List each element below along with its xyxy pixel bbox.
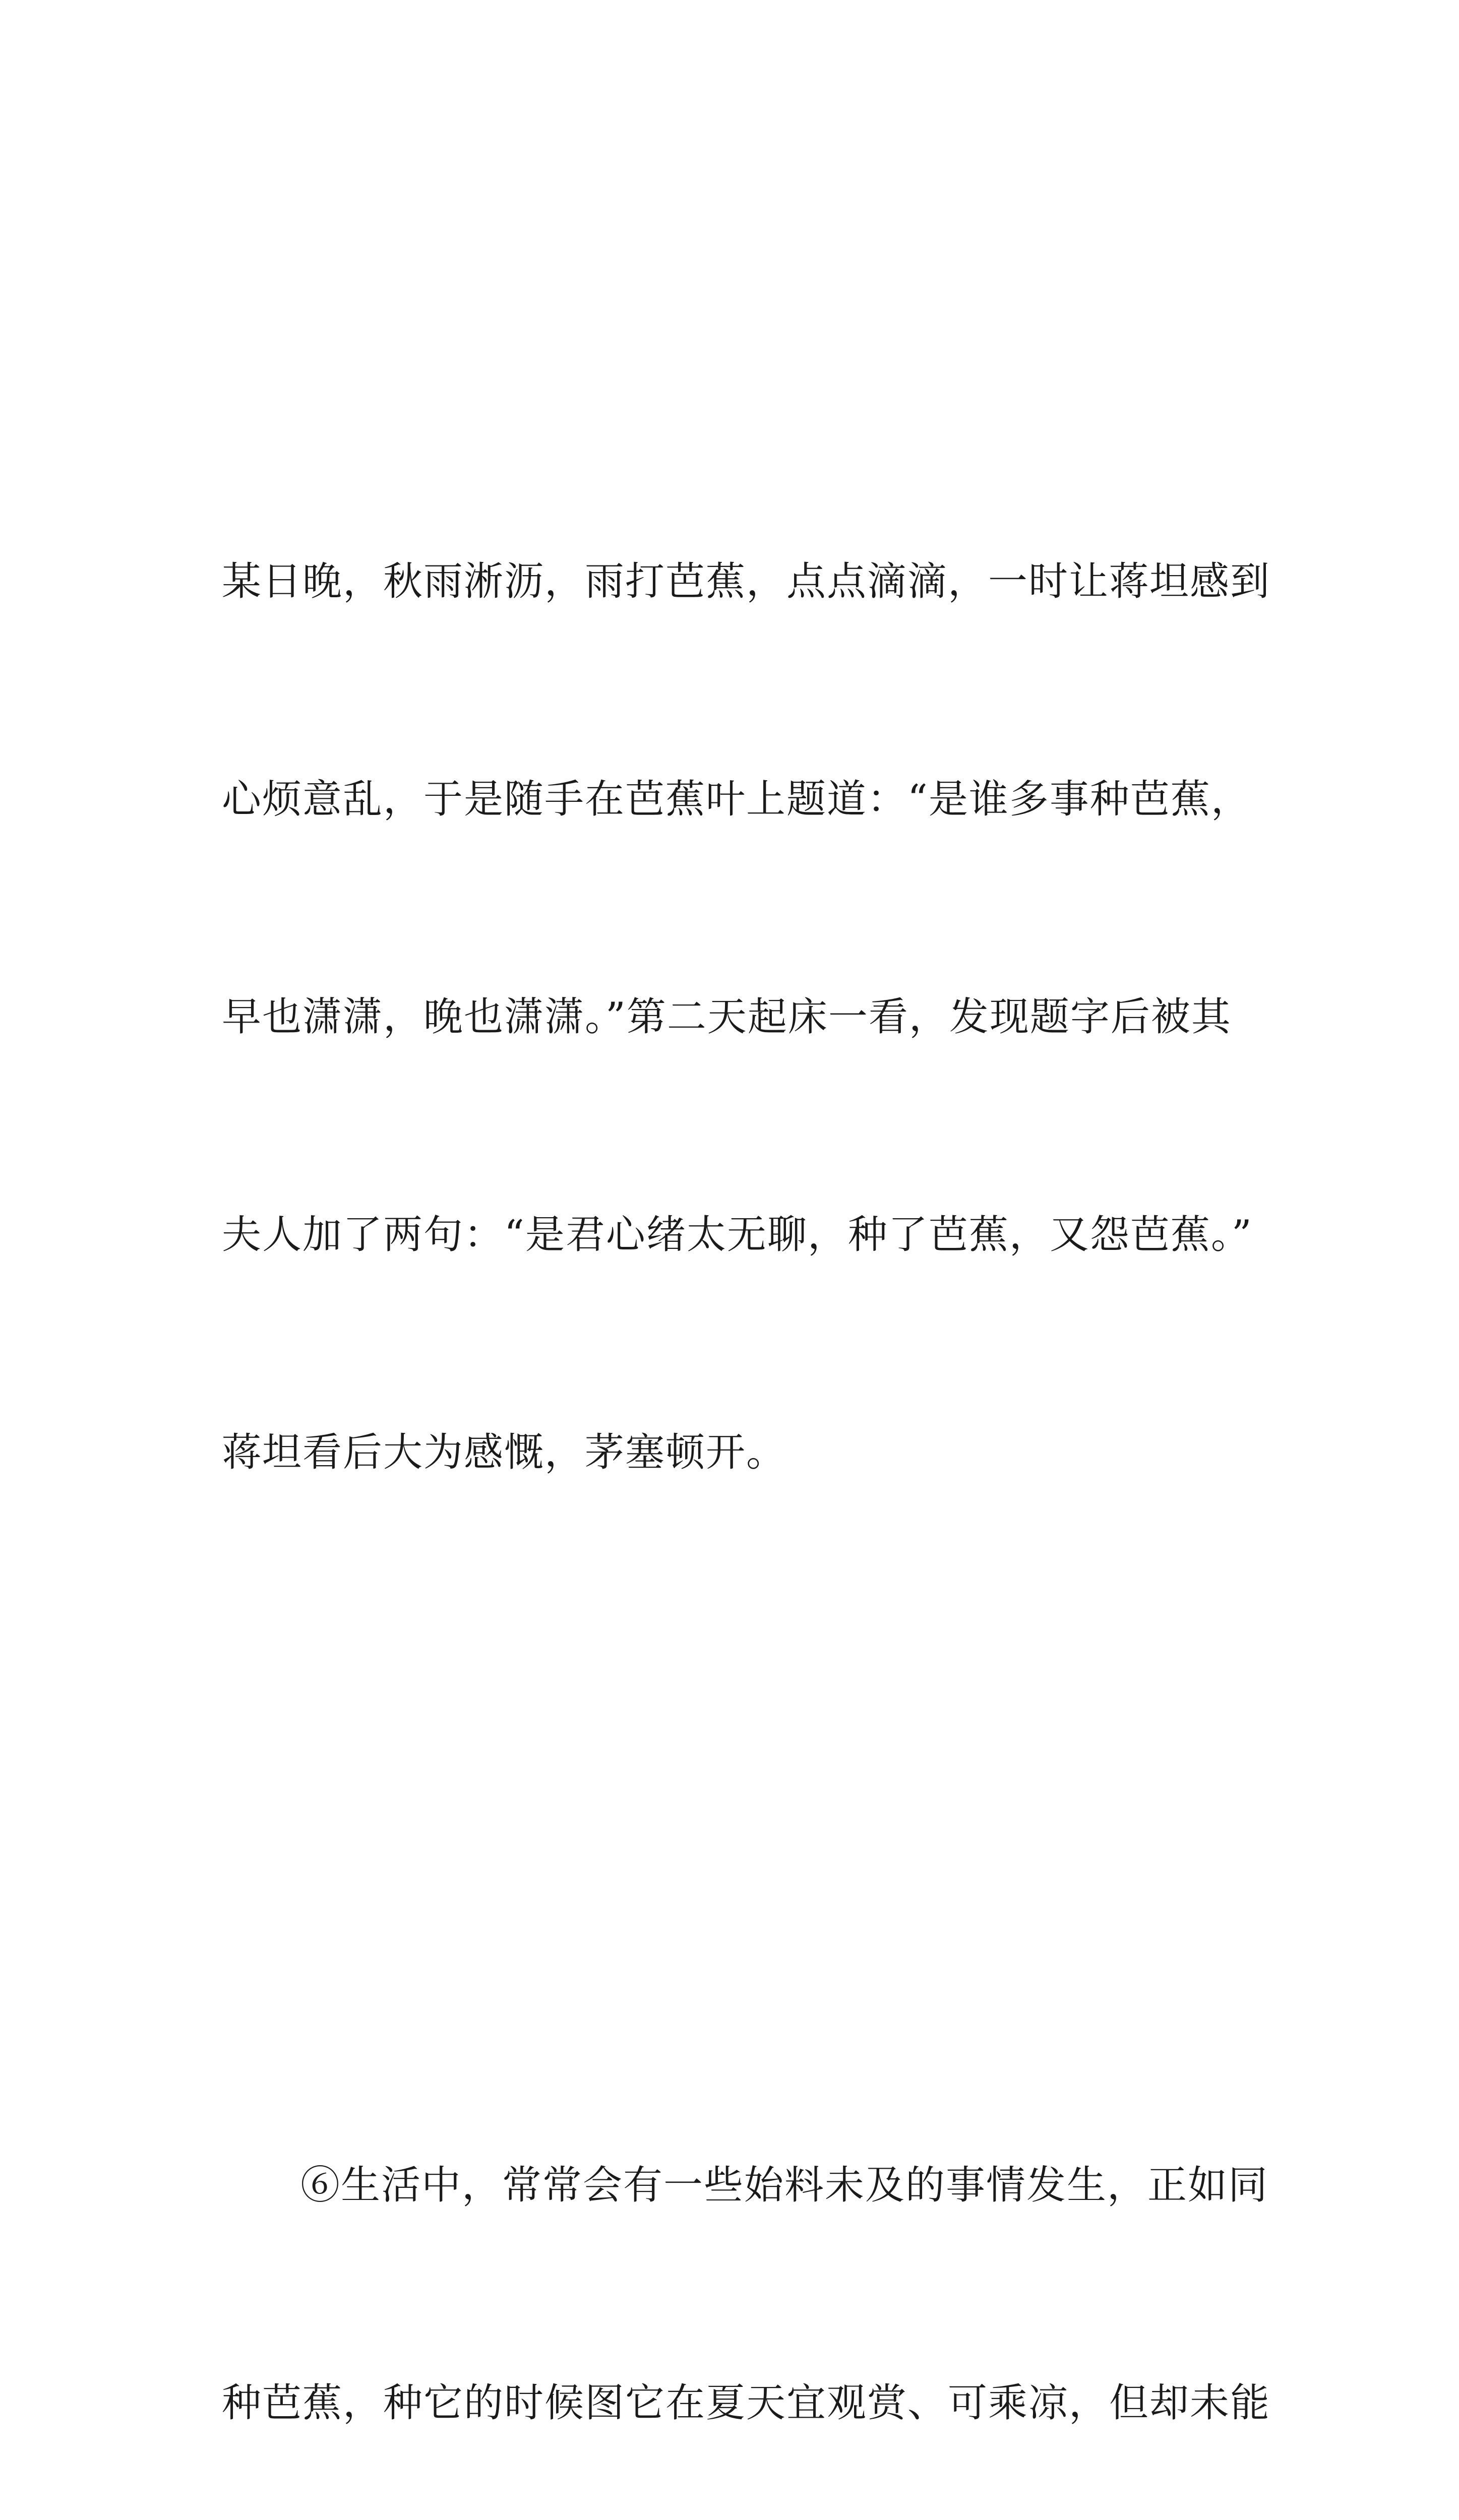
- text-line: 早也潇潇，晚也潇潇。”第二天起床一看，发现题字后被其: [222, 994, 1232, 1040]
- text-line: 蒋坦看后大为感慨，茅塞顿开。: [222, 1430, 787, 1475]
- text-line: ⑥生活中，常常会有一些始料未及的事情发生，正如同: [300, 2163, 1269, 2208]
- paragraph-anecdote: [222, 400, 1271, 1634]
- text-line: 心烦意乱，于是随手在芭蕉叶上题道：“是谁多事种芭蕉，: [222, 777, 1251, 822]
- text-line: 夫人加了两句：“是君心绪太无聊，种了芭蕉，又怨芭蕉。”: [222, 1212, 1253, 1257]
- text-line: 种芭蕉，种它的时候图它在夏天宜观赏、可乘凉，但却未能: [222, 2380, 1271, 2426]
- paragraph-6: [222, 2004, 1271, 2520]
- text-line: 某日晚，秋雨淅沥，雨打芭蕉，点点滴滴，一时让蒋坦感到: [222, 559, 1271, 604]
- body-text: [222, 182, 1271, 2520]
